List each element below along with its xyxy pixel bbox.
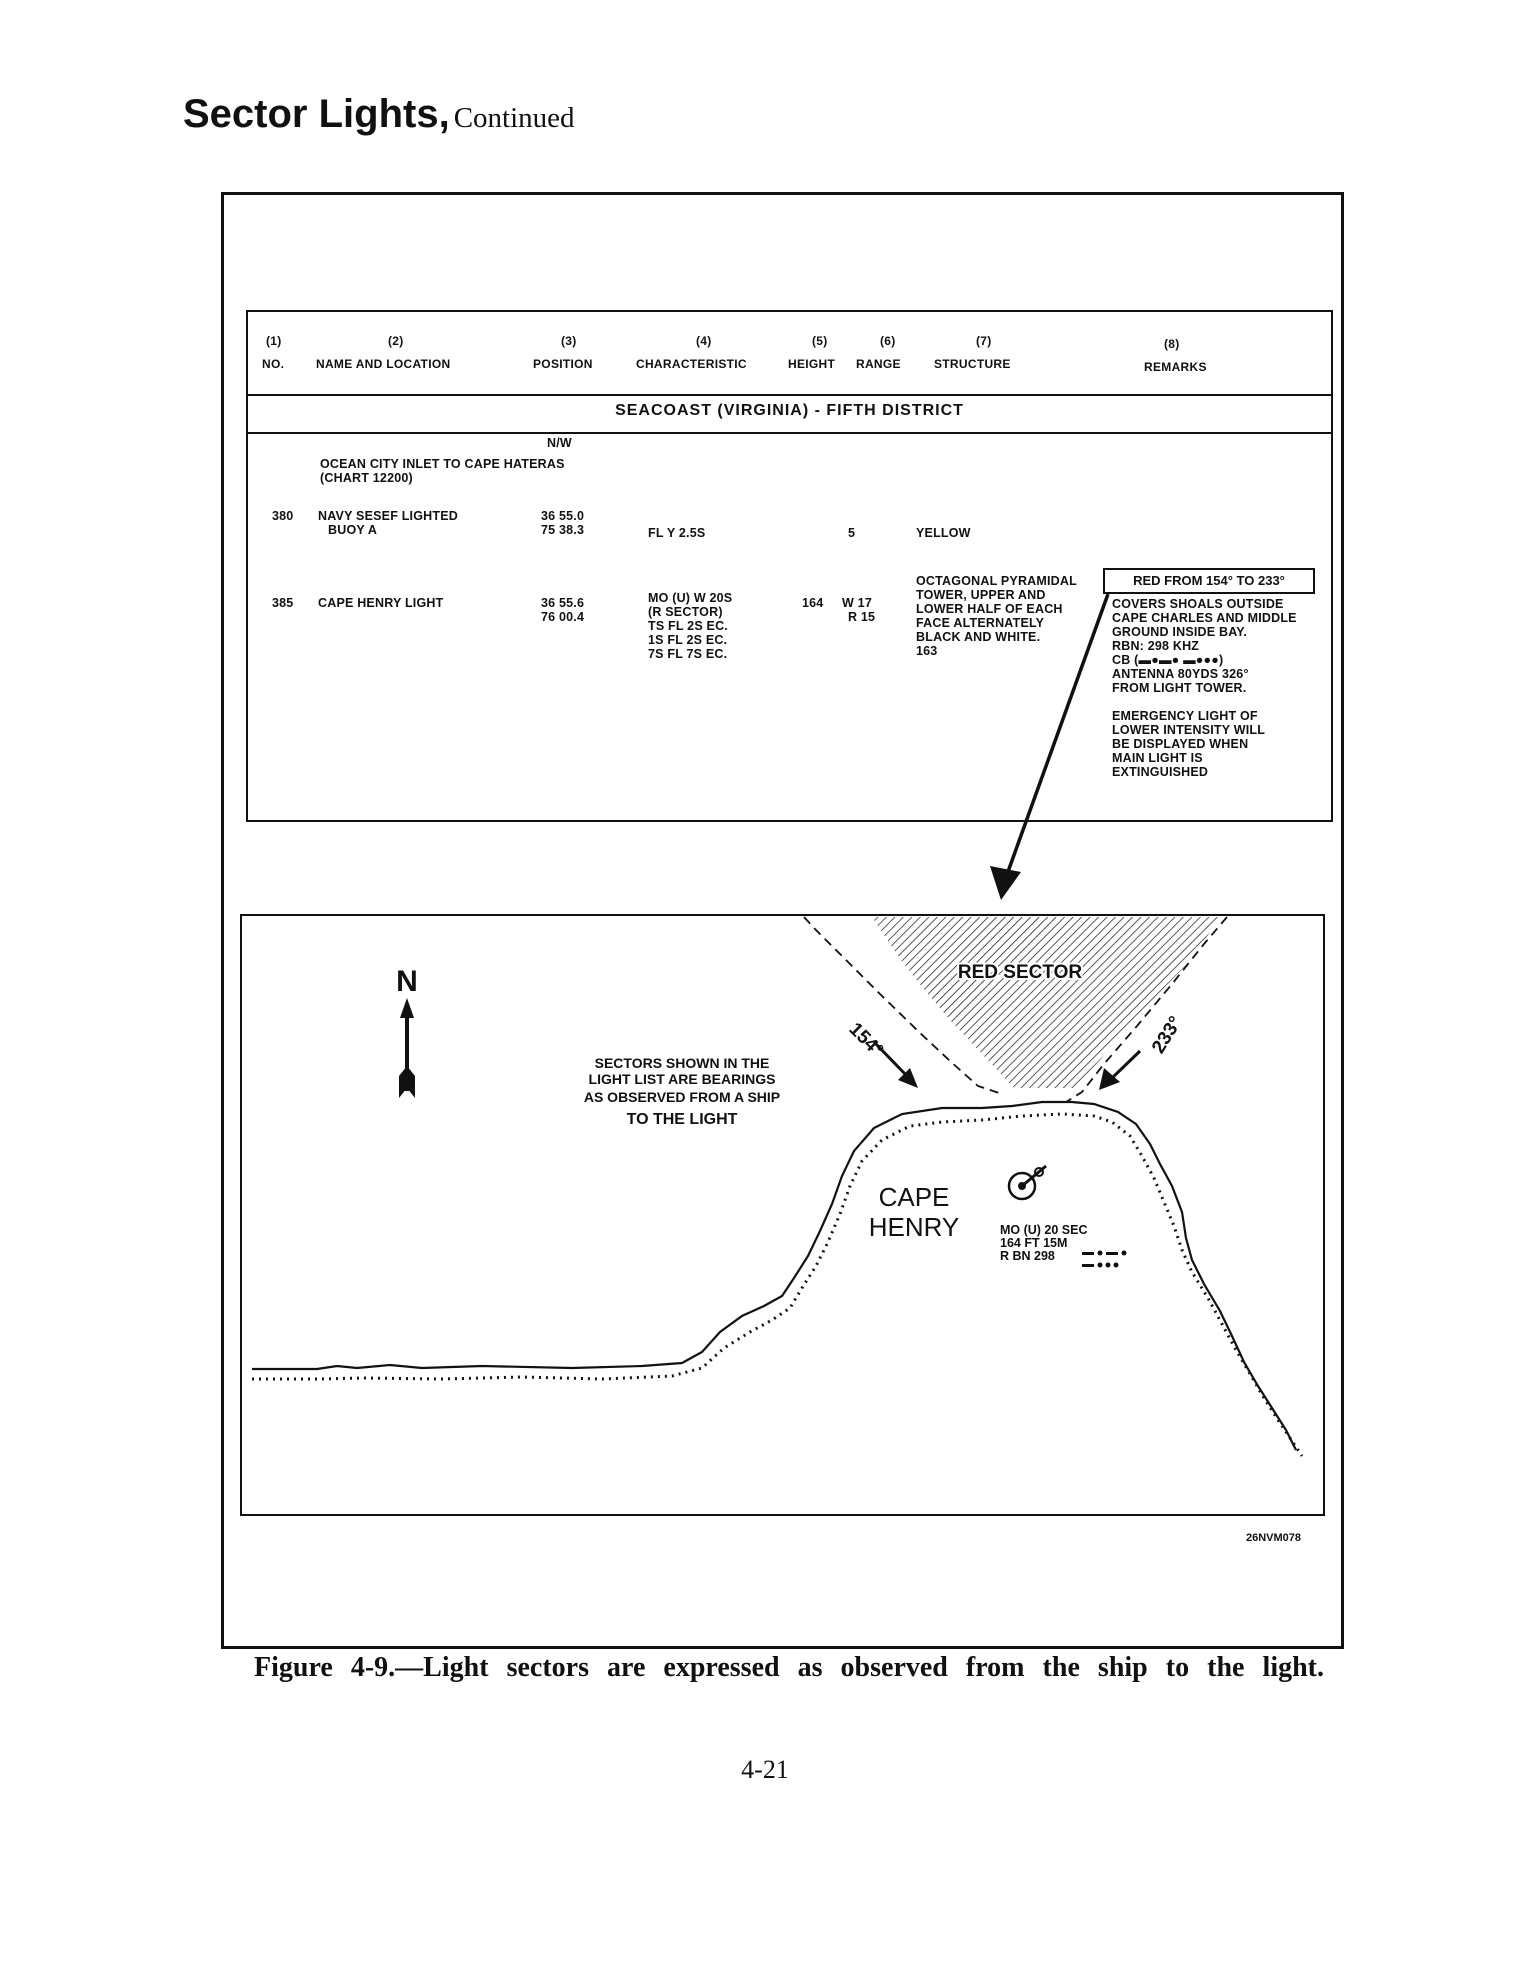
remarks-line: COVERS SHOALS OUTSIDE: [1112, 597, 1284, 611]
bearing-label-233: 233°: [1148, 1012, 1187, 1058]
entry-position-lon: 75 38.3: [541, 523, 585, 537]
entry-characteristic-line: (R SECTOR): [648, 605, 723, 619]
coastline-dotted-shoal: [252, 1114, 1302, 1456]
page-title-continued: Continued: [453, 102, 575, 134]
col-num-3: (3): [561, 334, 577, 348]
north-arrow: [399, 998, 415, 1098]
remarks-line: EXTINGUISHED: [1112, 765, 1209, 779]
col-num-1: (1): [266, 334, 282, 348]
red-sector-remark-box: RED FROM 154° TO 233°: [1103, 568, 1315, 594]
entry-range: 5: [848, 526, 856, 540]
entry-characteristic-line: 7S FL 7S EC.: [648, 647, 728, 661]
col-num-7: (7): [976, 334, 992, 348]
entry-range-line: W 17: [842, 596, 872, 610]
entry-structure-line: 163: [916, 644, 938, 658]
entry-characteristic-line: MO (U) W 20S: [648, 591, 733, 605]
entry-structure-line: BLACK AND WHITE.: [916, 630, 1041, 644]
page-title-bold: Sector Lights,: [183, 92, 450, 136]
light-label-line: R BN 298: [1000, 1249, 1055, 1263]
position-units: N/W: [547, 436, 572, 450]
col-label-height: HEIGHT: [788, 357, 836, 371]
entry-structure: YELLOW: [916, 526, 971, 540]
entry-name-line: CAPE HENRY LIGHT: [318, 596, 444, 610]
col-num-2: (2): [388, 334, 404, 348]
bearing-label-154: 154°: [844, 1018, 888, 1062]
entry-structure-line: TOWER, UPPER AND: [916, 588, 1046, 602]
col-label-name: NAME AND LOCATION: [316, 357, 451, 371]
map-note-line: SECTORS SHOWN IN THE: [594, 1055, 770, 1071]
entry-no: 380: [272, 509, 294, 523]
col-num-8: (8): [1164, 337, 1180, 351]
col-label-structure: STRUCTURE: [934, 357, 1011, 371]
entry-structure-line: OCTAGONAL PYRAMIDAL: [916, 574, 1077, 588]
figure-caption: Figure 4-9.—Light sectors are expressed as observed from the ship to the light.: [254, 1652, 1324, 1683]
section-title-line: (CHART 12200): [320, 471, 413, 485]
map-note-line: TO THE LIGHT: [626, 1111, 738, 1128]
entry-structure-line: LOWER HALF OF EACH: [916, 602, 1063, 616]
remarks-line: CAPE CHARLES AND MIDDLE: [1112, 611, 1297, 625]
entry-name-line: BUOY A: [328, 523, 378, 537]
sector-map: [240, 914, 1325, 1516]
remarks-line: ANTENNA 80YDS 326°: [1112, 667, 1249, 681]
remarks-line: GROUND INSIDE BAY.: [1112, 625, 1248, 639]
entry-position-lat: 36 55.6: [541, 596, 585, 610]
map-note-line: AS OBSERVED FROM A SHIP: [583, 1089, 781, 1105]
remarks-line: LOWER INTENSITY WILL: [1112, 723, 1266, 737]
district-title: SEACOAST (VIRGINIA) - FIFTH DISTRICT: [615, 402, 964, 419]
col-label-position: POSITION: [533, 357, 593, 371]
red-sector-label: RED SECTOR: [957, 962, 1083, 983]
remarks-line: BE DISPLAYED WHEN: [1112, 737, 1249, 751]
entry-characteristic: FL Y 2.5S: [648, 526, 706, 540]
entry-position-lon: 76 00.4: [541, 610, 585, 624]
figure-id: 26NVM078: [1246, 1532, 1302, 1544]
page-number: 4-21: [741, 1755, 789, 1784]
entry-range-line: R 15: [848, 610, 876, 624]
col-label-no: NO.: [262, 357, 285, 371]
col-label-characteristic: CHARACTERISTIC: [636, 357, 747, 371]
entry-no: 385: [272, 596, 294, 610]
map-note-line: LIGHT LIST ARE BEARINGS: [588, 1071, 776, 1087]
col-num-6: (6): [880, 334, 896, 348]
sector-map-drawing: [242, 916, 1327, 1518]
light-label-line: 164 FT 15M: [1000, 1236, 1068, 1250]
entry-characteristic-line: TS FL 2S EC.: [648, 619, 728, 633]
remarks-line: RBN: 298 KHZ: [1112, 639, 1200, 653]
section-title-line: OCEAN CITY INLET TO CAPE HATERAS: [320, 457, 565, 471]
lighthouse-symbol: [1009, 1166, 1046, 1199]
light-label-line: MO (U) 20 SEC: [1000, 1223, 1088, 1237]
entry-position-lat: 36 55.0: [541, 509, 585, 523]
north-label: N: [396, 965, 418, 998]
bearing-arrow-233: [1099, 1051, 1140, 1090]
col-num-5: (5): [812, 334, 828, 348]
red-sector-area: [804, 917, 1221, 1088]
remarks-line: CB (▬●▬● ▬●●●): [1112, 653, 1224, 667]
pointer-arrow: [990, 594, 1108, 900]
col-label-remarks: REMARKS: [1144, 360, 1207, 374]
remarks-line: FROM LIGHT TOWER.: [1112, 681, 1247, 695]
entry-name-line: NAVY SESEF LIGHTED: [318, 509, 458, 523]
cape-label-line: CAPE: [878, 1182, 950, 1212]
remarks-line: EMERGENCY LIGHT OF: [1112, 709, 1258, 723]
col-label-range: RANGE: [856, 357, 901, 371]
remarks-line: MAIN LIGHT IS: [1112, 751, 1203, 765]
entry-structure-line: FACE ALTERNATELY: [916, 616, 1045, 630]
morse-code-symbol: [1082, 1251, 1127, 1268]
entry-height: 164: [802, 596, 824, 610]
cape-label-line: HENRY: [868, 1212, 960, 1242]
col-num-4: (4): [696, 334, 712, 348]
entry-characteristic-line: 1S FL 2S EC.: [648, 633, 728, 647]
